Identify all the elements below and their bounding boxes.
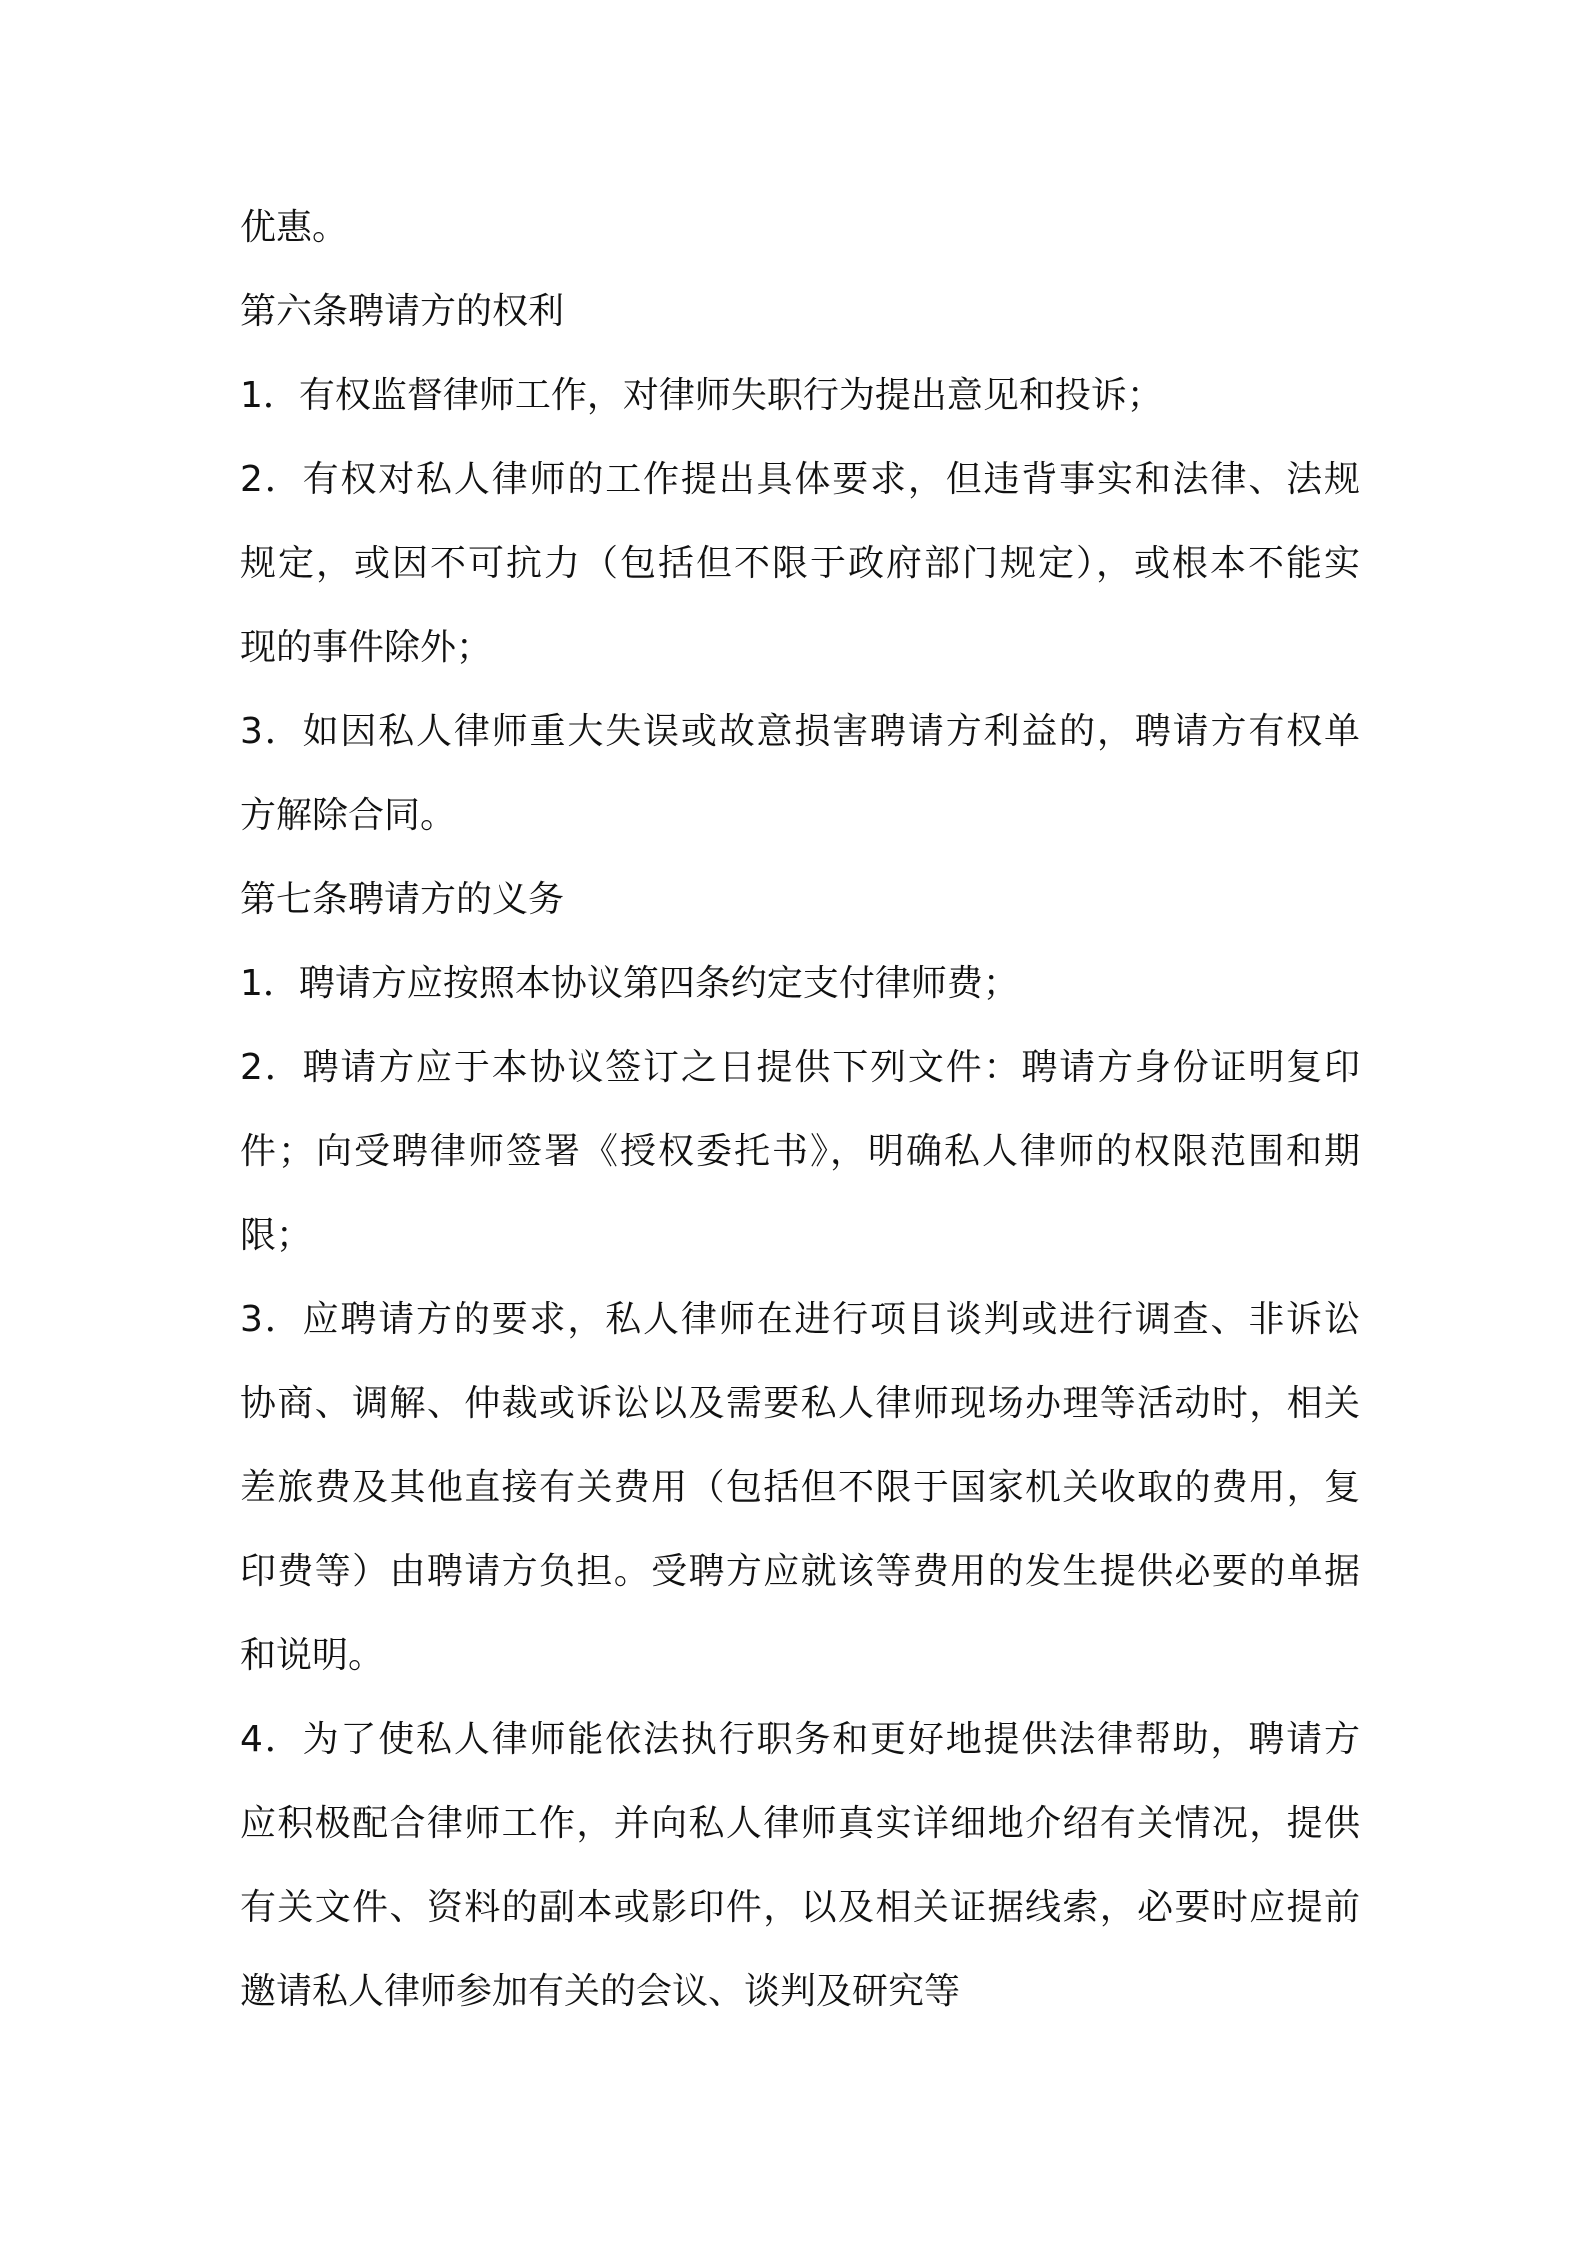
text-line: 和说明。 <box>240 1635 385 1676</box>
text-line: 2．聘请方应于本协议签订之日提供下列文件：聘请方身份证明复印 <box>240 1047 1360 1088</box>
text-line: 邀请私人律师参加有关的会议、谈判及研究等 <box>240 1971 961 2012</box>
text-line: 应积极配合律师工作，并向私人律师真实详细地介绍有关情况，提供 <box>240 1803 1360 1844</box>
document-body <box>240 186 1360 2034</box>
section-heading: 第七条聘请方的义务 <box>240 879 565 920</box>
text-line: 限； <box>240 1215 313 1256</box>
text-line: 1．聘请方应按照本协议第四条约定支付律师费； <box>240 963 1019 1004</box>
text-line: 3．应聘请方的要求，私人律师在进行项目谈判或进行调查、非诉讼 <box>240 1299 1360 1340</box>
text-line: 现的事件除外； <box>240 627 493 668</box>
text-line: 件；向受聘律师签署《授权委托书》，明确私人律师的权限范围和期 <box>240 1131 1360 1172</box>
text-line: 规定，或因不可抗力（包括但不限于政府部门规定），或根本不能实 <box>240 543 1360 584</box>
text-line: 2．有权对私人律师的工作提出具体要求，但违背事实和法律、法规 <box>240 459 1360 500</box>
text-line: 1．有权监督律师工作，对律师失职行为提出意见和投诉； <box>240 375 1163 416</box>
text-line: 4．为了使私人律师能依法执行职务和更好地提供法律帮助，聘请方 <box>240 1719 1360 1760</box>
text-line: 方解除合同。 <box>240 795 457 836</box>
text-line: 优惠。 <box>240 207 349 248</box>
text-line: 有关文件、资料的副本或影印件，以及相关证据线索，必要时应提前 <box>240 1887 1360 1928</box>
section-heading: 第六条聘请方的权利 <box>240 291 565 332</box>
text-line: 印费等）由聘请方负担。受聘方应就该等费用的发生提供必要的单据 <box>240 1551 1360 1592</box>
text-line: 差旅费及其他直接有关费用（包括但不限于国家机关收取的费用，复 <box>240 1467 1360 1508</box>
text-line: 3．如因私人律师重大失误或故意损害聘请方利益的，聘请方有权单 <box>240 711 1360 752</box>
text-line: 协商、调解、仲裁或诉讼以及需要私人律师现场办理等活动时，相关 <box>240 1383 1360 1424</box>
